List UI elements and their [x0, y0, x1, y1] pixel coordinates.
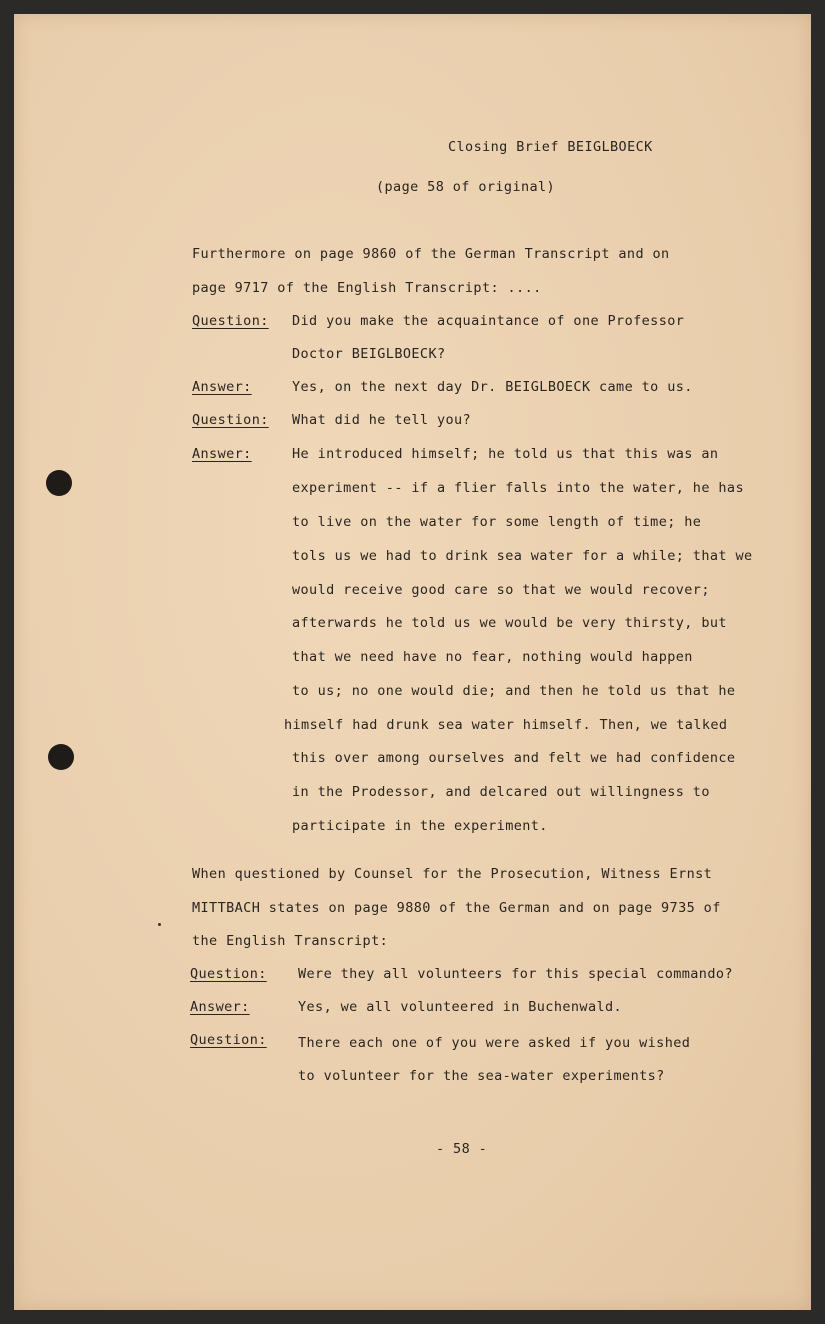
paragraph-line: When questioned by Counsel for the Prosecution, Witness Ernst: [192, 866, 713, 882]
answer-text: afterwards he told us we would be very thirsty, but: [292, 615, 727, 631]
question-text: Were they all volunteers for this special commando?: [298, 966, 733, 982]
answer-text: to us; no one would die; and then he told us that he: [292, 683, 736, 699]
question-label: Question:: [190, 1032, 267, 1048]
paragraph-line: page 9717 of the English Transcript: ....: [192, 280, 542, 296]
question-label: Question:: [192, 313, 269, 329]
question-text: There each one of you were asked if you wished: [298, 1035, 691, 1051]
question-text: to volunteer for the sea-water experiments?: [298, 1068, 665, 1084]
answer-text: would receive good care so that we would recover;: [292, 582, 710, 598]
ink-speck: [158, 923, 161, 926]
answer-label: Answer:: [192, 446, 252, 462]
document-page: [14, 14, 811, 1310]
answer-text: this over among ourselves and felt we had confidence: [292, 750, 736, 766]
punch-hole: [46, 470, 72, 496]
document-title: Closing Brief BEIGLBOECK: [448, 139, 653, 155]
question-text: Did you make the acquaintance of one Professor: [292, 313, 685, 329]
answer-text: tols us we had to drink sea water for a while; that we: [292, 548, 753, 564]
answer-label: Answer:: [190, 999, 250, 1015]
answer-text: Yes, on the next day Dr. BEIGLBOECK came to us.: [292, 379, 693, 395]
answer-text: to live on the water for some length of time; he: [292, 514, 702, 530]
answer-text: He introduced himself; he told us that this was an: [292, 446, 719, 462]
answer-text: participate in the experiment.: [292, 818, 548, 834]
answer-text: Yes, we all volunteered in Buchenwald.: [298, 999, 623, 1015]
answer-text: experiment -- if a flier falls into the water, he has: [292, 480, 744, 496]
document-subtitle: (page 58 of original): [376, 179, 556, 195]
question-text: What did he tell you?: [292, 412, 472, 428]
question-text: Doctor BEIGLBOECK?: [292, 346, 446, 362]
answer-text: himself had drunk sea water himself. Then, we talked: [284, 717, 728, 733]
paragraph-line: MITTBACH states on page 9880 of the German and on page 9735 of: [192, 900, 721, 916]
answer-label: Answer:: [192, 379, 252, 395]
question-label: Question:: [192, 412, 269, 428]
answer-text: that we need have no fear, nothing would happen: [292, 649, 693, 665]
punch-hole: [48, 744, 74, 770]
paragraph-line: the English Transcript:: [192, 933, 389, 949]
question-label: Question:: [190, 966, 267, 982]
paragraph-line: Furthermore on page 9860 of the German Transcript and on: [192, 246, 670, 262]
page-number: - 58 -: [436, 1141, 488, 1157]
answer-text: in the Prodessor, and delcared out willingness to: [292, 784, 710, 800]
